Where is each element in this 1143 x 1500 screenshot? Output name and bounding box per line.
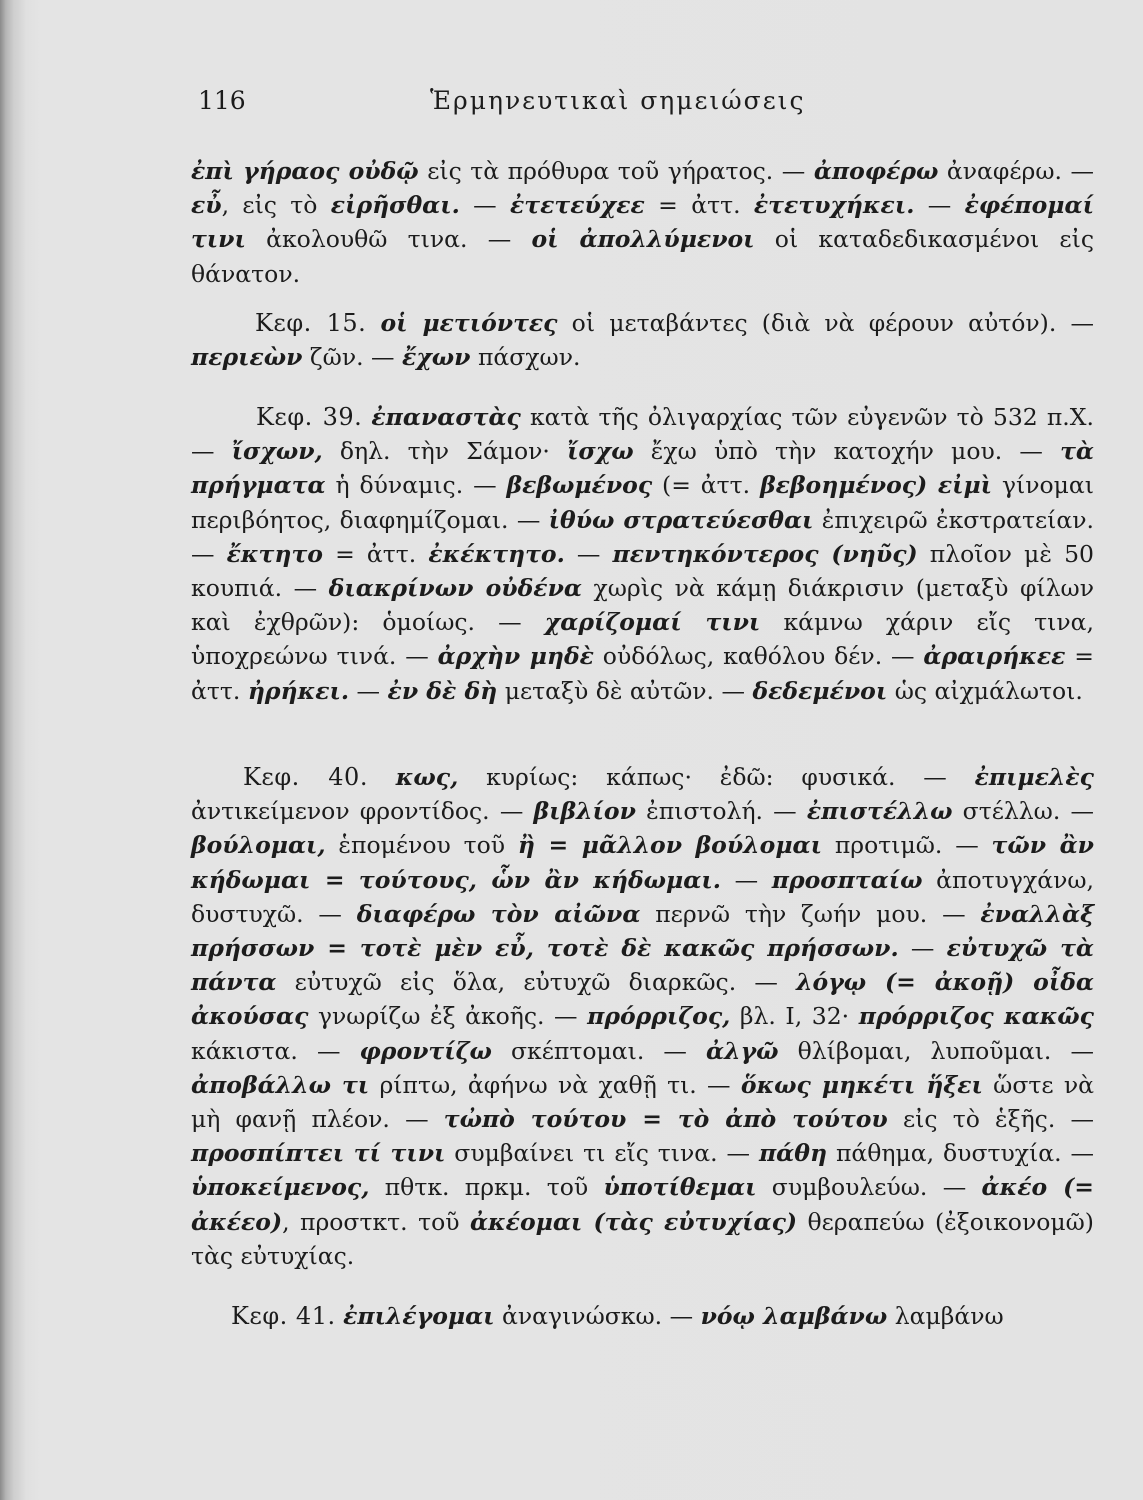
gloss-text: ρίπτω, ἀφήνω νὰ χαθῇ τι. — (369, 1070, 741, 1099)
lemma-term: ἴσχων, (231, 437, 323, 466)
gloss-text: ὡς αἰχμάλωτοι. (887, 676, 1083, 705)
lemma-term: πάθη (758, 1139, 828, 1168)
lemma-term: διαφέρω τὸν αἰῶνα (356, 899, 641, 928)
paragraph-kef-15 (191, 306, 1094, 374)
gloss-text: , εἰς τὸ (221, 191, 331, 220)
gloss-text: γίνομαι περιβόητος, διαφημίζομαι. — (191, 471, 1095, 534)
lemma-term: χαρίζομαί τινι (544, 608, 761, 637)
gloss-text: κάμνω χάριν εἴς τινα, ὑποχρεώνω τινά. — (191, 608, 1094, 671)
lemma-term: βιβλίον (533, 797, 636, 826)
lemma-term: τὰ πρήγματα (191, 437, 1094, 500)
lemma-term: εὐτυχῶ τὰ πάντα (191, 934, 1094, 997)
gloss-text: συμβαίνει τι εἴς τινα. — (445, 1139, 759, 1168)
gloss-text: γνωρίζω ἐξ ἀκοῆς. — (308, 1002, 588, 1031)
gloss-text: — (459, 191, 510, 220)
gloss-text: — (898, 934, 947, 963)
gloss-text: πάσχων. (470, 343, 581, 372)
gloss-text: δηλ. τὴν Σάμον· (322, 437, 568, 466)
running-head (198, 86, 1098, 126)
lemma-term: περιεὼν (191, 343, 303, 372)
lemma-term: εὖ (191, 191, 222, 220)
gloss-text: σκέπτομαι. — (491, 1036, 707, 1065)
gloss-text: προτιμῶ. — (821, 831, 992, 860)
lemma-term: πεντηκόντερος (νηῦς) (612, 539, 918, 568)
lemma-term: ἀκέο (= ἀκέεο) (191, 1173, 1094, 1236)
gloss-text: περνῶ τὴν ζωήν μου. — (640, 899, 981, 928)
gloss-text: εὐτυχῶ εἰς ὅλα, εὐτυχῶ διαρκῶς. — (276, 968, 797, 997)
lemma-term: ἐπαναστὰς (371, 403, 521, 431)
paragraph-kef-41 (191, 1299, 1094, 1333)
lemma-term: ἢ = μᾶλλον βούλομαι (517, 831, 822, 860)
gloss-text: = ἀττ. (644, 191, 754, 220)
gloss-text (336, 1302, 343, 1330)
gloss-text: ἡ δύναμις. — (325, 471, 507, 500)
chapter-label: Κεφ. 39. (256, 403, 363, 431)
gloss-text: = ἀττ. (191, 642, 1094, 705)
gloss-text: πάθημα, δυστυχία. — (827, 1139, 1095, 1168)
lemma-term: ἐπὶ γήραος οὐδῷ (191, 157, 419, 185)
lemma-term: ὑποκείμενος, (191, 1173, 370, 1202)
lemma-term: εἰρῆσθαι. (330, 191, 460, 220)
gloss-text: κυρίως: κάπως· ἐδῶ: φυσικά. — (458, 763, 975, 791)
lemma-term: ἐπιμελὲς (974, 763, 1094, 791)
lemma-term: ἐναλλὰξ πρήσσων = τοτὲ μὲν εὖ, τοτὲ δὲ κακῶς πρήσσων. (191, 899, 1094, 963)
lemma-term: ἐτετυχήκει. (753, 191, 915, 220)
gloss-text: χωρὶς νὰ κάμῃ διάκρισιν (μεταξὺ φίλων καὶ ἐχθρῶν): ὁμοίως. — (191, 574, 1094, 637)
gloss-text: οὐδόλως, καθόλου δέν. — (593, 642, 924, 671)
gloss-text: , προστκτ. τοῦ (282, 1207, 470, 1236)
gloss-text: βλ. I, 32· (730, 1002, 859, 1031)
lemma-term: οἱ ἀπολλύμενοι (531, 225, 755, 254)
lemma-term: βεβοημένος) εἰμὶ (760, 471, 993, 500)
gloss-text (362, 403, 371, 431)
gloss-text: — (564, 539, 613, 568)
gloss-text: (= ἀττ. (652, 471, 761, 500)
paragraph-1 (191, 154, 1094, 291)
lemma-term: προσπταίω (771, 865, 923, 894)
gloss-text: ζῶν. — (302, 343, 403, 372)
chapter-label: Κεφ. 15. (255, 309, 367, 337)
gloss-text: πθτκ. πρκμ. τοῦ (369, 1173, 604, 1202)
lemma-term: τὠπὸ τούτου = τὸ ἀπὸ τούτου (443, 1105, 888, 1134)
gloss-text: θλίβομαι, λυποῦμαι. — (778, 1036, 1095, 1065)
gloss-text: μεταξὺ δὲ αὐτῶν. — (497, 676, 753, 705)
gloss-text: ὥστε νὰ μὴ φανῇ πλέον. — (191, 1070, 1094, 1134)
lemma-term: ἀραιρήκεε (923, 642, 1066, 671)
paragraph-kef-40 (191, 760, 1094, 1273)
lemma-term: δεδεμένοι (752, 676, 888, 705)
lemma-term: ἀλγῶ (706, 1036, 779, 1065)
gloss-text: ἑπομένου τοῦ (325, 831, 518, 860)
lemma-term: πρόρριζος, (587, 1002, 731, 1031)
gloss-text: = ἀττ. (322, 539, 429, 568)
lemma-term: ἀρχὴν μηδὲ (437, 642, 594, 671)
gloss-text: λαμβάνω (887, 1302, 1004, 1330)
gloss-text (366, 309, 380, 337)
gloss-text: ἀναγινώσκω. — (494, 1302, 701, 1330)
lemma-term: ἐφέπομαί τινι (191, 191, 1094, 254)
gloss-text: θεραπεύω (ἐξοικονομῶ) τὰς εὐτυχίας. (191, 1207, 1094, 1270)
lemma-term: οἱ μετιόντες (380, 309, 558, 337)
lemma-term: ἐτετεύχεε (510, 191, 645, 220)
lemma-term: ἴσχω (567, 437, 634, 466)
lemma-term: ἀποφέρω (813, 157, 939, 185)
lemma-term: ἔχων (402, 343, 471, 372)
lemma-term: λόγῳ (= ἀκοῇ) οἶδα ἀκούσας (191, 968, 1094, 1031)
gloss-text: πλοῖον μὲ 50 κουπιά. — (191, 539, 1094, 603)
chapter-label: Κεφ. 41. (231, 1302, 336, 1330)
gloss-text: οἱ καταδεδικασμένοι εἰς θάνατον. (191, 225, 1094, 288)
gloss-text: — (720, 865, 772, 894)
lemma-term: βούλομαι, (191, 831, 326, 860)
lemma-term: προσπίπτει τί τινι (191, 1139, 446, 1168)
gloss-text: ἐπιχειρῶ ἐκστρατείαν. — (191, 505, 1094, 568)
gloss-text: κατὰ τῆς ὀλιγαρχίας τῶν εὐγενῶν τὸ 532 π.Χ. — (191, 403, 1094, 466)
gloss-text: στέλλω. — (952, 797, 1094, 826)
lemma-term: κως, (395, 763, 459, 791)
gloss-text: — (349, 676, 388, 705)
lemma-term: ἀποβάλλω τι (191, 1070, 370, 1099)
gloss-text: εἰς τὸ ἑξῆς. — (887, 1105, 1095, 1134)
gloss-text: ἀποτυγχάνω, δυστυχῶ. — (191, 865, 1094, 928)
gloss-text: ἔχω ὑπὸ τὴν κατοχήν μου. — (633, 437, 1061, 466)
gloss-text: — (914, 191, 965, 220)
lemma-term: ὅκως μηκέτι ἥξει (740, 1070, 983, 1099)
gloss-text: ἀκολουθῶ τινα. — (245, 225, 532, 254)
lemma-term: νόῳ λαμβάνω (700, 1302, 888, 1330)
lemma-term: ὑποτίθεμαι (603, 1173, 757, 1202)
gloss-text: οἱ μεταβάντες (διὰ νὰ φέρουν αὐτόν). — (557, 309, 1094, 337)
gloss-text: συμβουλεύω. — (756, 1173, 982, 1202)
lemma-term: πρόρριζος κακῶς (858, 1002, 1094, 1031)
lemma-term: φροντίζω (359, 1036, 492, 1065)
gloss-text: ἐπιστολή. — (635, 797, 807, 826)
chapter-label: Κεφ. 40. (243, 763, 368, 791)
gloss-text: κάκιστα. — (191, 1036, 360, 1065)
page-binding-shadow (0, 0, 26, 1500)
page-number: 116 (198, 86, 246, 115)
lemma-term: ἐπιλέγομαι (343, 1302, 495, 1330)
lemma-term: ἐν δὲ δὴ (387, 676, 498, 705)
lemma-term: διακρίνων οὐδένα (328, 574, 582, 603)
lemma-term: ἐκέκτητο. (428, 539, 565, 568)
gloss-text: εἰς τὰ πρόθυρα τοῦ γήρατος. — (418, 157, 814, 185)
paragraph-kef-39 (191, 400, 1094, 708)
lemma-term: ἰθύω στρατεύεσθαι (548, 505, 814, 534)
lemma-term: τῶν ἂν κήδωμαι = τούτους, ὧν ἂν κήδωμαι. (191, 831, 1094, 894)
lemma-term: ἐπιστέλλω (806, 797, 953, 826)
lemma-term: ἠρήκει. (247, 676, 350, 705)
lemma-term: ἔκτητο (226, 539, 323, 568)
lemma-term: ἀκέομαι (τὰς εὐτυχίας) (469, 1207, 798, 1236)
running-title: Ἑρμηνευτικαὶ σημειώσεις (430, 86, 806, 115)
gloss-text (368, 763, 396, 791)
gloss-text: ἀναφέρω. — (938, 157, 1095, 185)
lemma-term: βεβωμένος (506, 471, 653, 500)
gloss-text: ἀντικείμενον φροντίδος. — (191, 797, 534, 826)
